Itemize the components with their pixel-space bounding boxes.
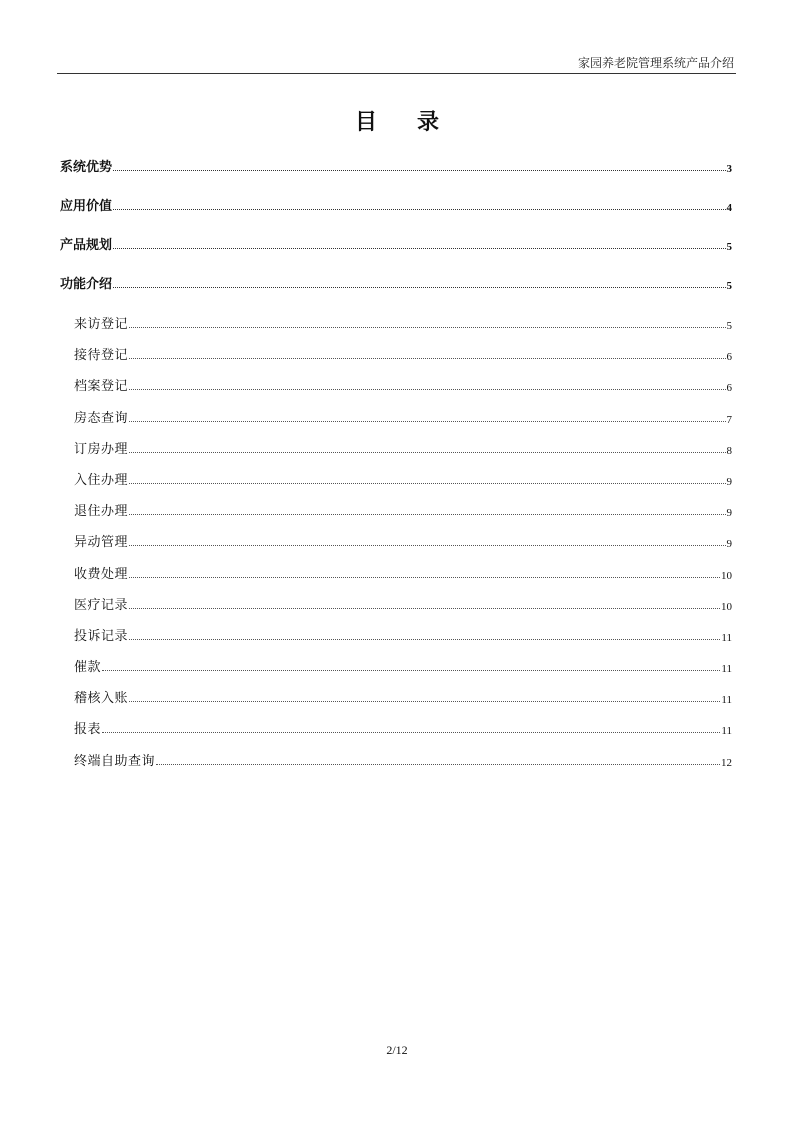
toc-entry-features[interactable] bbox=[60, 274, 732, 292]
toc-subentry-page: 5 bbox=[726, 320, 732, 332]
toc-subentry[interactable] bbox=[74, 408, 732, 426]
toc-entry-label: 系统优势 bbox=[60, 160, 113, 175]
toc-leader-dots bbox=[129, 701, 720, 702]
toc-subentry-page: 11 bbox=[721, 694, 732, 706]
toc-entry-page: 3 bbox=[726, 163, 732, 175]
toc-leader-dots bbox=[129, 545, 725, 546]
toc-leader-dots bbox=[113, 248, 725, 249]
toc-subentry-label: 档案登记 bbox=[74, 379, 129, 394]
toc-leader-dots bbox=[113, 209, 725, 210]
toc-leader-dots bbox=[129, 389, 725, 390]
toc-leader-dots bbox=[113, 170, 725, 171]
toc-leader-dots bbox=[129, 639, 720, 640]
toc-subentry-page: 11 bbox=[721, 725, 732, 737]
toc-entry-product-planning[interactable] bbox=[60, 235, 732, 253]
toc-subentry-page: 6 bbox=[726, 351, 732, 363]
toc-title: 目录 bbox=[354, 109, 479, 135]
toc-entry-label: 功能介绍 bbox=[60, 277, 113, 292]
toc-subentry-label: 来访登记 bbox=[74, 317, 129, 332]
toc-entry-application-value[interactable] bbox=[60, 196, 732, 214]
toc-subentry[interactable] bbox=[74, 439, 732, 457]
toc-subentry[interactable] bbox=[74, 595, 732, 613]
toc-subentry-page: 9 bbox=[726, 507, 732, 519]
toc-subentry-page: 9 bbox=[726, 476, 732, 488]
toc-subentry[interactable] bbox=[74, 688, 732, 706]
toc-subentry-label: 收费处理 bbox=[74, 567, 129, 582]
toc-subentry-label: 订房办理 bbox=[74, 442, 129, 457]
toc-leader-dots bbox=[129, 514, 725, 515]
toc-entry-label: 产品规划 bbox=[60, 238, 113, 253]
toc-subentry[interactable] bbox=[74, 751, 732, 769]
toc-subentry[interactable] bbox=[74, 501, 732, 519]
toc-leader-dots bbox=[129, 483, 725, 484]
toc-subentry-label: 投诉记录 bbox=[74, 629, 129, 644]
running-header: 家园养老院管理系统产品介绍 bbox=[577, 56, 734, 70]
toc-subentry-page: 9 bbox=[726, 538, 732, 550]
toc-subentry[interactable] bbox=[74, 564, 732, 582]
toc-entry-page: 5 bbox=[726, 280, 732, 292]
toc-subentry[interactable] bbox=[74, 345, 732, 363]
toc-subentry-page: 7 bbox=[726, 414, 732, 426]
toc-subentry[interactable] bbox=[74, 719, 732, 737]
toc-subentry-page: 12 bbox=[721, 757, 732, 769]
toc-subentry-label: 催款 bbox=[74, 660, 102, 675]
header-divider bbox=[57, 73, 736, 74]
toc-subentry-page: 11 bbox=[721, 663, 732, 675]
toc-leader-dots bbox=[129, 452, 725, 453]
toc-leader-dots bbox=[129, 608, 720, 609]
toc-entry-system-advantages[interactable] bbox=[60, 157, 732, 175]
toc-subentry[interactable] bbox=[74, 626, 732, 644]
toc-subentry-page: 10 bbox=[721, 570, 732, 582]
toc-subentry[interactable] bbox=[74, 532, 732, 550]
toc-entry-label: 应用价值 bbox=[60, 199, 113, 214]
toc-entry-page: 4 bbox=[726, 202, 732, 214]
toc-entry-page: 5 bbox=[726, 241, 732, 253]
toc-leader-dots bbox=[156, 764, 720, 765]
toc-subentry-page: 11 bbox=[721, 632, 732, 644]
toc-subentry-page: 8 bbox=[726, 445, 732, 457]
toc-subentry[interactable] bbox=[74, 657, 732, 675]
toc-subentry-label: 接待登记 bbox=[74, 348, 129, 363]
toc-subentry-label: 稽核入账 bbox=[74, 691, 129, 706]
toc-subentry-label: 医疗记录 bbox=[74, 598, 129, 613]
toc-leader-dots bbox=[129, 358, 725, 359]
toc-subentry[interactable] bbox=[74, 376, 732, 394]
toc-leader-dots bbox=[102, 670, 720, 671]
toc-leader-dots bbox=[102, 732, 720, 733]
toc-leader-dots bbox=[113, 287, 725, 288]
toc-subentry-label: 房态查询 bbox=[74, 411, 129, 426]
toc-subentry-label: 退住办理 bbox=[74, 504, 129, 519]
toc-subentry-label: 报表 bbox=[74, 722, 102, 737]
page-number: 2/12 bbox=[386, 1043, 408, 1057]
toc-subentry[interactable] bbox=[74, 470, 732, 488]
toc-subentry-page: 6 bbox=[726, 382, 732, 394]
toc-leader-dots bbox=[129, 577, 720, 578]
toc-subentry-page: 10 bbox=[721, 601, 732, 613]
toc-leader-dots bbox=[129, 421, 725, 422]
toc-subentry-label: 入住办理 bbox=[74, 473, 129, 488]
toc-leader-dots bbox=[129, 327, 725, 328]
toc-subentry-label: 异动管理 bbox=[74, 535, 129, 550]
toc-subentry[interactable] bbox=[74, 314, 732, 332]
toc-subentry-label: 终端自助查询 bbox=[74, 754, 156, 769]
